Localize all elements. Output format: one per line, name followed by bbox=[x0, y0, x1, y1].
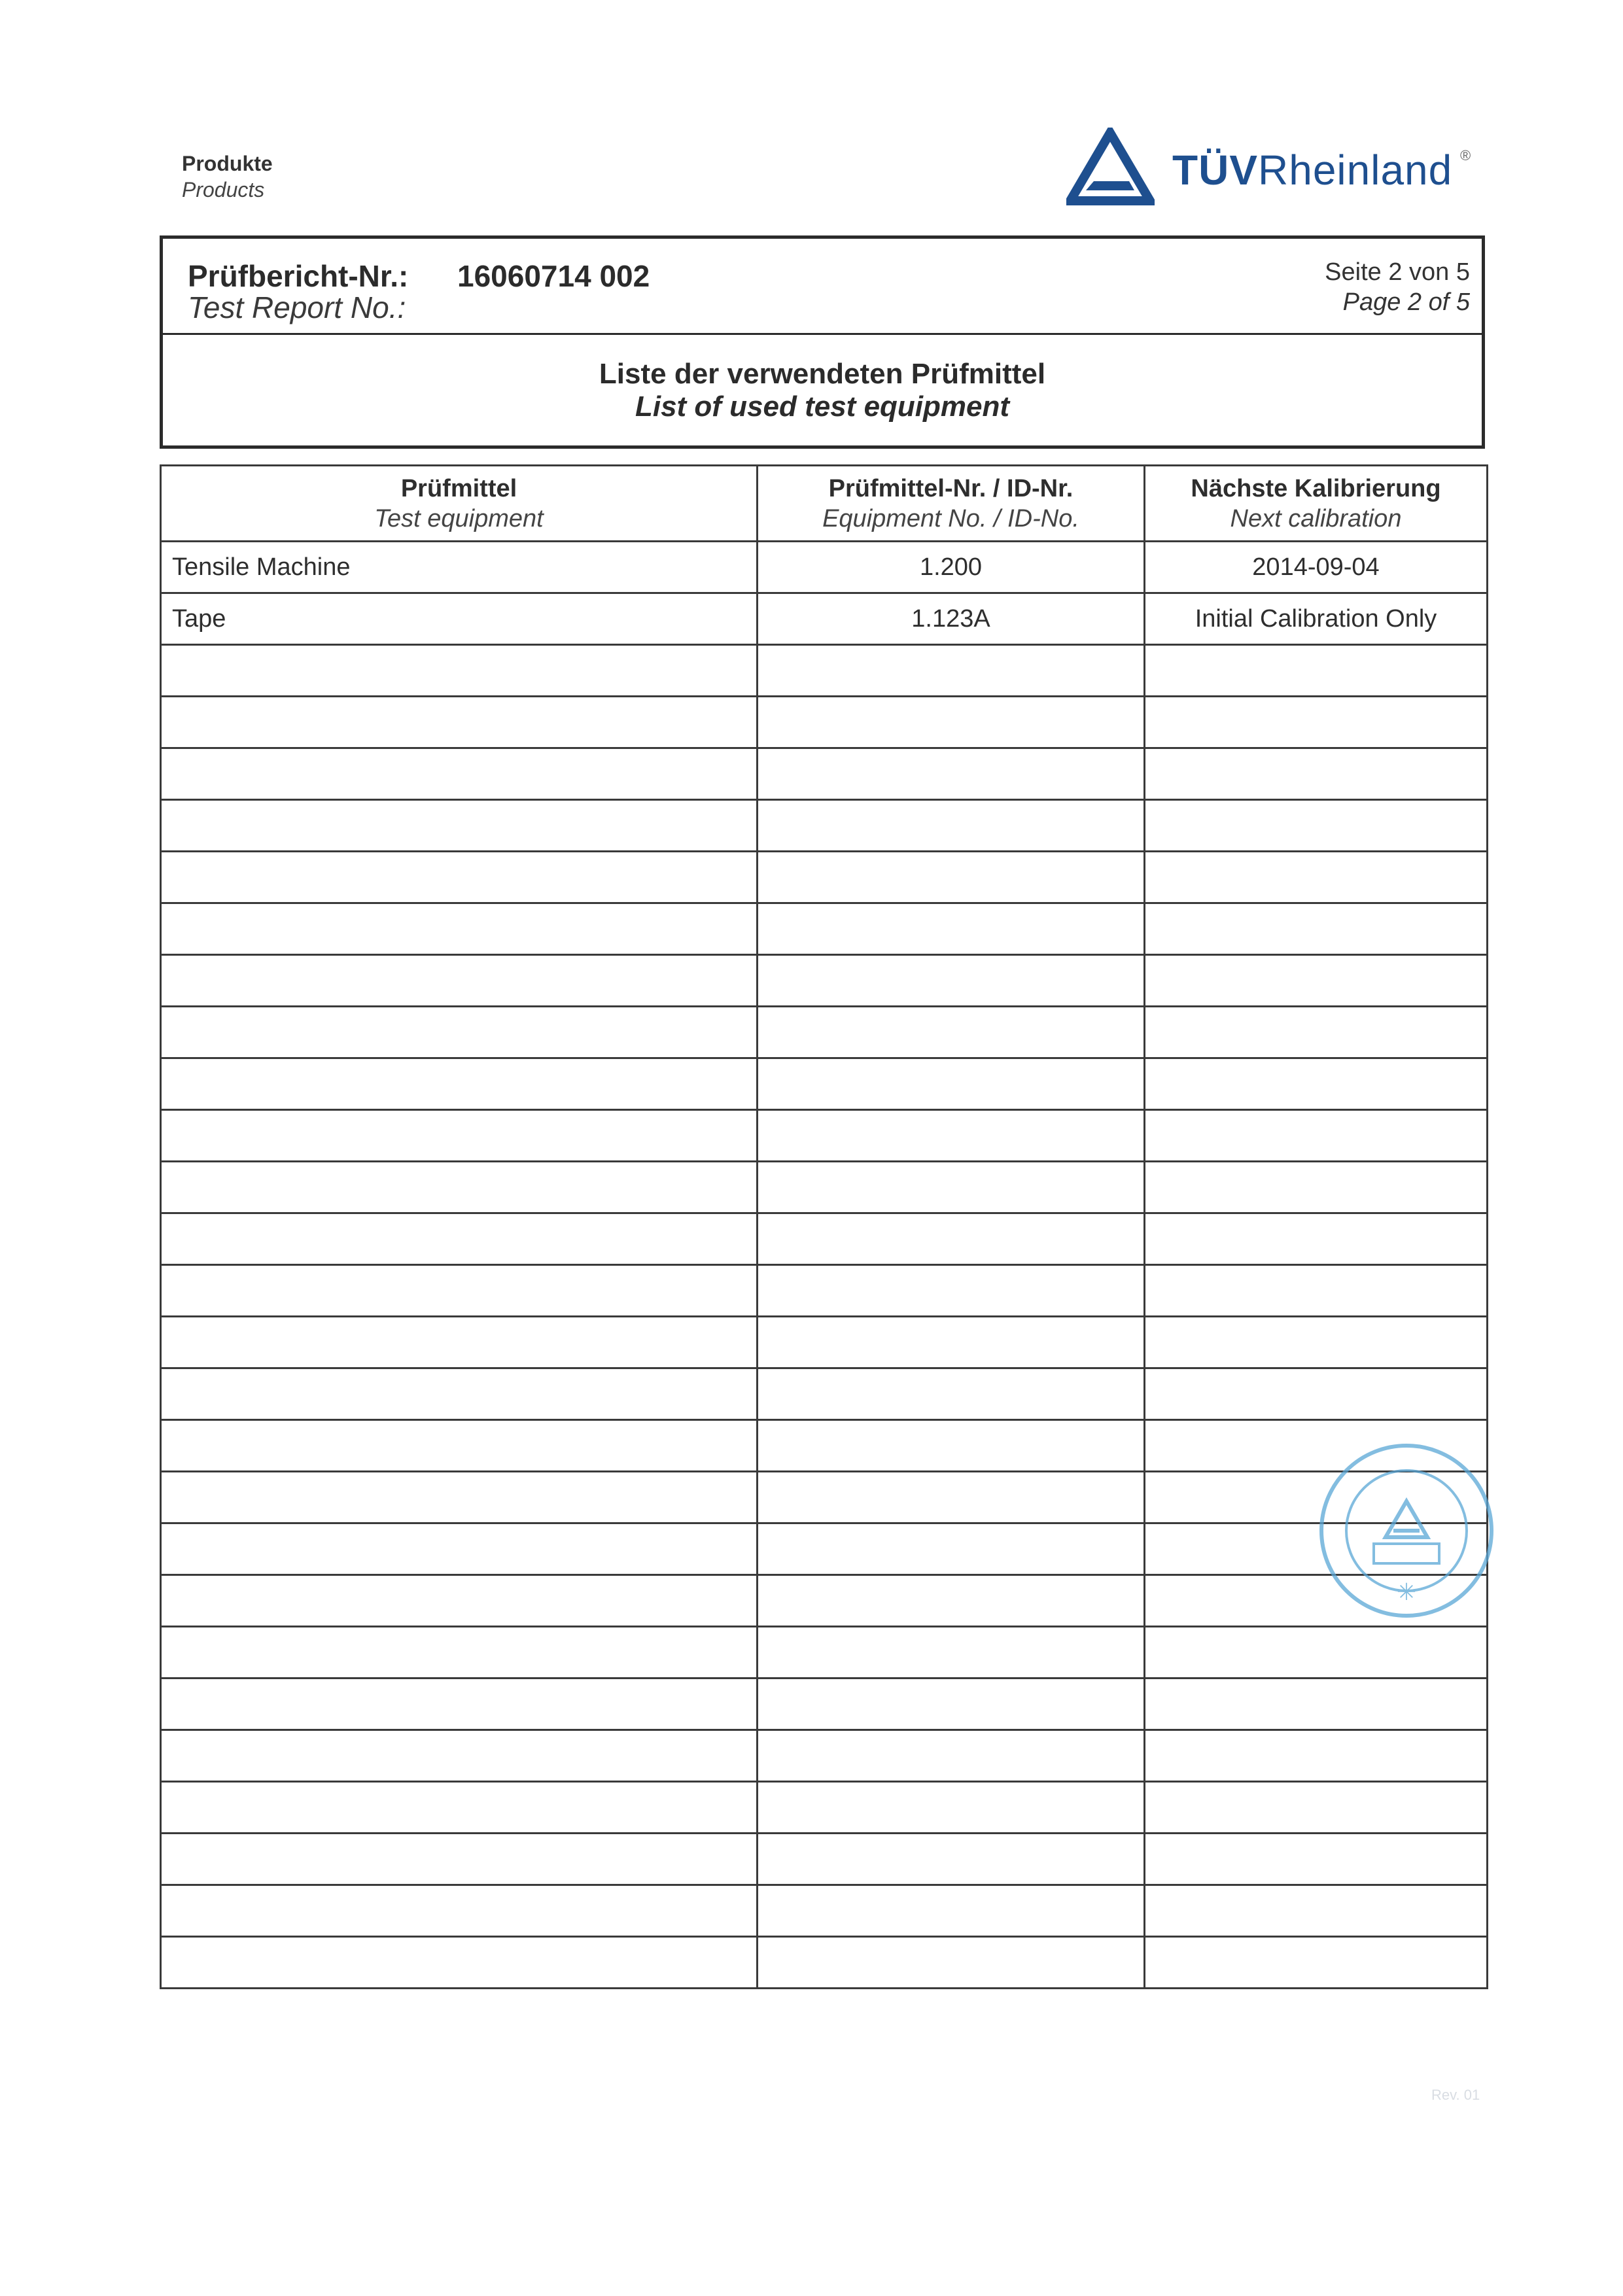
table-row bbox=[161, 1575, 1488, 1627]
cell-next-calibration bbox=[1145, 800, 1488, 852]
cell-equipment bbox=[161, 1885, 758, 1937]
cell-next-calibration bbox=[1145, 697, 1488, 748]
column-header-en: Equipment No. / ID-No. bbox=[822, 504, 1079, 532]
table-row bbox=[161, 852, 1488, 903]
cell-equipment-id: 1.200 bbox=[758, 542, 1145, 593]
revision-note: Rev. 01 bbox=[1431, 2087, 1480, 2103]
cell-next-calibration: Initial Calibration Only bbox=[1145, 593, 1488, 645]
cell-next-calibration bbox=[1145, 852, 1488, 903]
table-header-row bbox=[161, 466, 1488, 542]
table-row bbox=[161, 697, 1488, 748]
table-row bbox=[161, 1937, 1488, 1989]
cell-equipment bbox=[161, 1058, 758, 1110]
cell-equipment-id bbox=[758, 1368, 1145, 1420]
table-row bbox=[161, 1007, 1488, 1058]
cell-equipment bbox=[161, 1007, 758, 1058]
cell-equipment-id bbox=[758, 1627, 1145, 1679]
cell-next-calibration bbox=[1145, 1213, 1488, 1265]
report-info-box bbox=[160, 235, 1485, 449]
column-header-de: Prüfmittel bbox=[400, 474, 517, 502]
cell-next-calibration bbox=[1145, 1007, 1488, 1058]
table-row bbox=[161, 1265, 1488, 1317]
table-row bbox=[161, 1368, 1488, 1420]
cell-equipment bbox=[161, 1937, 758, 1989]
cell-equipment-id bbox=[758, 1472, 1145, 1523]
cell-equipment bbox=[161, 1472, 758, 1523]
cell-equipment bbox=[161, 1265, 758, 1317]
tuv-rheinland-logo bbox=[1066, 128, 1492, 213]
cell-next-calibration bbox=[1145, 1265, 1488, 1317]
report-number-label-de: Prüfbericht-Nr.: bbox=[188, 259, 409, 293]
cell-equipment-id bbox=[758, 800, 1145, 852]
table-row bbox=[161, 1162, 1488, 1213]
cell-next-calibration bbox=[1145, 1679, 1488, 1730]
registered-mark: ® bbox=[1460, 147, 1471, 164]
cell-equipment-id bbox=[758, 903, 1145, 955]
cell-equipment bbox=[161, 852, 758, 903]
cell-equipment-id: 1.123A bbox=[758, 593, 1145, 645]
report-number: 16060714 002 bbox=[457, 259, 650, 293]
cell-next-calibration bbox=[1145, 955, 1488, 1007]
box-divider bbox=[163, 333, 1482, 335]
column-header-de: Nächste Kalibrierung bbox=[1191, 474, 1441, 502]
cell-equipment-id bbox=[758, 852, 1145, 903]
table-row bbox=[161, 1472, 1488, 1523]
cell-equipment bbox=[161, 748, 758, 800]
column-header-id bbox=[758, 466, 1145, 542]
cell-next-calibration bbox=[1145, 1058, 1488, 1110]
equipment-table bbox=[160, 464, 1488, 1989]
cell-equipment bbox=[161, 1523, 758, 1575]
cell-equipment: Tape bbox=[161, 593, 758, 645]
cell-equipment bbox=[161, 1162, 758, 1213]
cell-equipment-id bbox=[758, 1523, 1145, 1575]
cell-next-calibration bbox=[1145, 1162, 1488, 1213]
table-row bbox=[161, 748, 1488, 800]
cell-equipment-id bbox=[758, 1110, 1145, 1162]
cell-equipment-id bbox=[758, 748, 1145, 800]
cell-equipment bbox=[161, 1627, 758, 1679]
column-header-equipment bbox=[161, 466, 758, 542]
cell-equipment-id bbox=[758, 955, 1145, 1007]
cell-next-calibration bbox=[1145, 1317, 1488, 1368]
table-row bbox=[161, 1885, 1488, 1937]
certification-stamp-icon bbox=[1315, 1439, 1498, 1622]
report-number-label-en: Test Report No.: bbox=[188, 290, 406, 324]
table-row bbox=[161, 1730, 1488, 1782]
cell-equipment bbox=[161, 1420, 758, 1472]
table-row bbox=[161, 1110, 1488, 1162]
cell-equipment-id bbox=[758, 1213, 1145, 1265]
document-title-de: Liste der verwendeten Prüfmittel bbox=[599, 358, 1046, 390]
cell-equipment bbox=[161, 1368, 758, 1420]
cell-next-calibration bbox=[1145, 1110, 1488, 1162]
table-row bbox=[161, 1058, 1488, 1110]
cell-equipment bbox=[161, 955, 758, 1007]
cell-next-calibration bbox=[1145, 645, 1488, 697]
table-row bbox=[161, 1782, 1488, 1834]
logo-wordmark bbox=[1172, 146, 1452, 194]
cell-next-calibration bbox=[1145, 1937, 1488, 1989]
cell-equipment-id bbox=[758, 1834, 1145, 1885]
logo-wordmark-bold: TÜV bbox=[1172, 147, 1258, 194]
cell-equipment bbox=[161, 1782, 758, 1834]
table-row bbox=[161, 1627, 1488, 1679]
table-row bbox=[161, 542, 1488, 593]
cell-equipment: Tensile Machine bbox=[161, 542, 758, 593]
cell-equipment-id bbox=[758, 1058, 1145, 1110]
cell-equipment bbox=[161, 1110, 758, 1162]
column-header-de: Prüfmittel-Nr. / ID-Nr. bbox=[828, 474, 1073, 502]
cell-next-calibration bbox=[1145, 1368, 1488, 1420]
logo-wordmark-light: Rheinland bbox=[1258, 147, 1453, 194]
table-row bbox=[161, 955, 1488, 1007]
cell-equipment-id bbox=[758, 1937, 1145, 1989]
category-label-en: Products bbox=[182, 178, 265, 201]
cell-next-calibration bbox=[1145, 903, 1488, 955]
cell-equipment-id bbox=[758, 1782, 1145, 1834]
triangle-logo-icon bbox=[1066, 128, 1155, 206]
cell-equipment-id bbox=[758, 645, 1145, 697]
column-header-en: Next calibration bbox=[1230, 504, 1402, 532]
cell-equipment bbox=[161, 1213, 758, 1265]
cell-equipment-id bbox=[758, 1265, 1145, 1317]
column-header-calibration bbox=[1145, 466, 1488, 542]
cell-equipment-id bbox=[758, 1885, 1145, 1937]
cell-equipment bbox=[161, 1834, 758, 1885]
cell-equipment-id bbox=[758, 1730, 1145, 1782]
cell-next-calibration bbox=[1145, 1627, 1488, 1679]
cell-equipment bbox=[161, 903, 758, 955]
cell-next-calibration bbox=[1145, 1782, 1488, 1834]
svg-text:✳: ✳ bbox=[1396, 1579, 1417, 1606]
cell-equipment-id bbox=[758, 1679, 1145, 1730]
table-row bbox=[161, 1834, 1488, 1885]
cell-equipment bbox=[161, 1317, 758, 1368]
table-row bbox=[161, 593, 1488, 645]
column-header-en: Test equipment bbox=[374, 504, 544, 532]
cell-next-calibration: 2014-09-04 bbox=[1145, 542, 1488, 593]
cell-next-calibration bbox=[1145, 1730, 1488, 1782]
cell-equipment-id bbox=[758, 1007, 1145, 1058]
cell-equipment bbox=[161, 1679, 758, 1730]
cell-equipment bbox=[161, 697, 758, 748]
cell-equipment-id bbox=[758, 1420, 1145, 1472]
cell-equipment bbox=[161, 1730, 758, 1782]
table-row bbox=[161, 1317, 1488, 1368]
cell-equipment-id bbox=[758, 1317, 1145, 1368]
table-body bbox=[161, 542, 1488, 1989]
table-row bbox=[161, 800, 1488, 852]
table-row bbox=[161, 1420, 1488, 1472]
category-label-de: Produkte bbox=[182, 152, 273, 175]
table-row bbox=[161, 645, 1488, 697]
table-row bbox=[161, 1679, 1488, 1730]
cell-next-calibration bbox=[1145, 1834, 1488, 1885]
table-row bbox=[161, 1213, 1488, 1265]
cell-equipment bbox=[161, 800, 758, 852]
table-row bbox=[161, 1523, 1488, 1575]
cell-equipment-id bbox=[758, 1162, 1145, 1213]
cell-equipment bbox=[161, 1575, 758, 1627]
cell-next-calibration bbox=[1145, 1885, 1488, 1937]
cell-equipment-id bbox=[758, 697, 1145, 748]
cell-next-calibration bbox=[1145, 748, 1488, 800]
cell-equipment bbox=[161, 645, 758, 697]
page-indicator-en: Page 2 of 5 bbox=[1342, 288, 1470, 316]
table-row bbox=[161, 903, 1488, 955]
page-indicator-de: Seite 2 von 5 bbox=[1325, 258, 1470, 286]
document-title-en: List of used test equipment bbox=[635, 391, 1010, 423]
cell-equipment-id bbox=[758, 1575, 1145, 1627]
